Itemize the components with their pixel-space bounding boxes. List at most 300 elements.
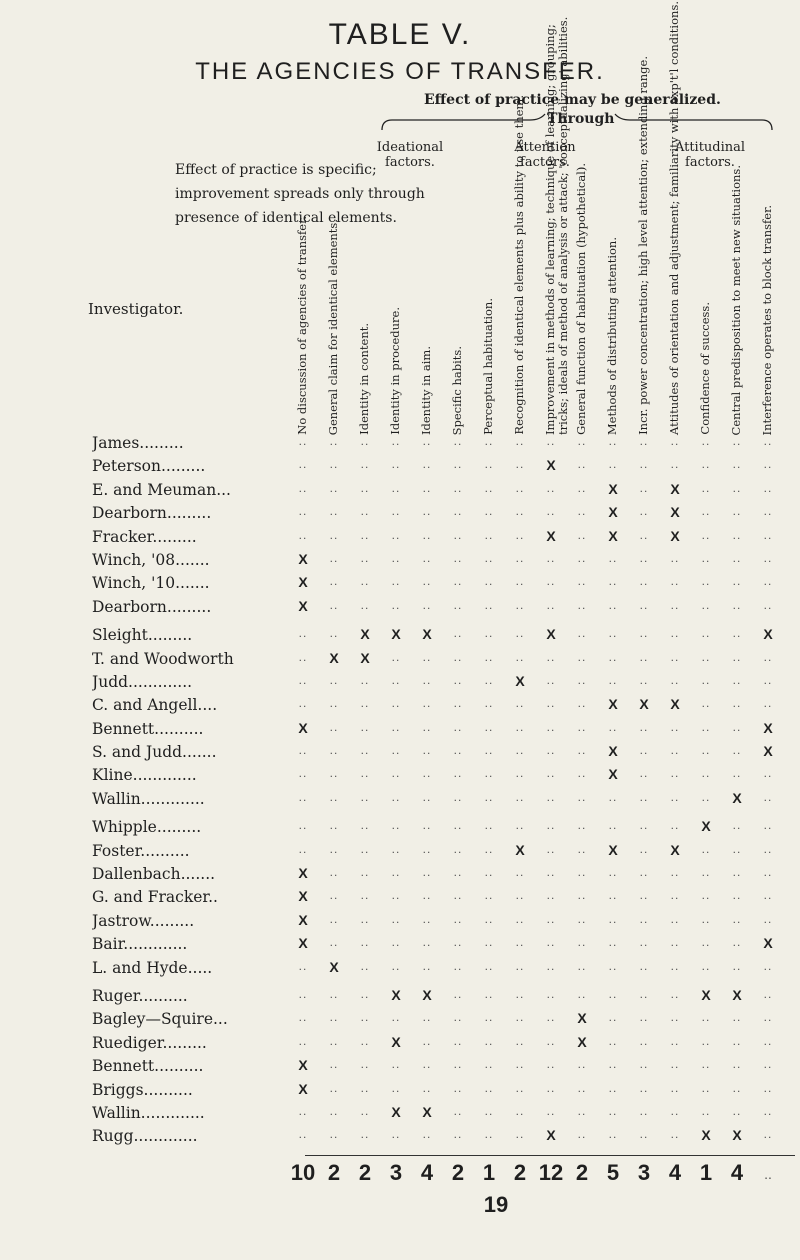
empty-cell: .. bbox=[453, 719, 463, 734]
empty-cell: .. bbox=[453, 1127, 463, 1142]
empty-cell: .. bbox=[608, 789, 618, 804]
table-row bbox=[0, 886, 800, 909]
mark-x: X bbox=[391, 986, 401, 1003]
empty-cell: .. bbox=[360, 841, 370, 856]
empty-cell: .. bbox=[515, 1057, 525, 1072]
table-row bbox=[0, 1125, 800, 1148]
empty-cell: .. bbox=[329, 865, 339, 880]
empty-cell: .. bbox=[453, 626, 463, 641]
investigator-name: Briggs.......... bbox=[92, 1080, 193, 1099]
table-row bbox=[0, 502, 800, 525]
empty-cell: .. bbox=[515, 935, 525, 950]
empty-cell: .. bbox=[546, 911, 556, 926]
empty-cell: .. bbox=[422, 958, 432, 973]
table-row bbox=[0, 933, 800, 956]
mark-x: X bbox=[577, 1033, 587, 1050]
empty-cell: .. bbox=[639, 935, 649, 950]
empty-cell: .. bbox=[608, 574, 618, 589]
empty-cell: .. bbox=[391, 1057, 401, 1072]
investigator-name: Bennett.......... bbox=[92, 719, 204, 738]
empty-cell: .. bbox=[484, 911, 494, 926]
mark-x: X bbox=[608, 480, 618, 497]
empty-cell: .. bbox=[360, 766, 370, 781]
empty-cell: .. bbox=[422, 841, 432, 856]
table-row bbox=[0, 910, 800, 933]
empty-cell: .. bbox=[732, 434, 742, 448]
empty-cell: .. bbox=[515, 1010, 525, 1025]
empty-cell: .. bbox=[732, 743, 742, 758]
investigator-name: Judd............. bbox=[92, 672, 193, 691]
empty-cell: .. bbox=[298, 841, 308, 856]
empty-cell: .. bbox=[763, 986, 773, 1001]
empty-cell: .. bbox=[515, 626, 525, 641]
column-total: 12 bbox=[538, 1160, 564, 1185]
investigator-name: Winch, '08....... bbox=[92, 550, 210, 569]
empty-cell: .. bbox=[639, 574, 649, 589]
investigator-name: E. and Meuman... bbox=[92, 480, 231, 499]
mark-x: X bbox=[608, 841, 618, 858]
empty-cell: .. bbox=[608, 649, 618, 664]
empty-cell: .. bbox=[391, 550, 401, 565]
mark-x: X bbox=[701, 986, 711, 1003]
empty-cell: .. bbox=[391, 841, 401, 856]
general-group-label: Effect of practice may be generalized. bbox=[424, 92, 721, 108]
empty-cell: .. bbox=[360, 865, 370, 880]
empty-cell: .. bbox=[577, 1127, 587, 1142]
mark-x: X bbox=[298, 1057, 308, 1074]
empty-cell: .. bbox=[515, 986, 525, 1001]
empty-cell: .. bbox=[422, 574, 432, 589]
empty-cell: .. bbox=[453, 550, 463, 565]
empty-cell: .. bbox=[701, 719, 711, 734]
table-row bbox=[0, 741, 800, 764]
investigator-name: Bagley—Squire... bbox=[92, 1010, 228, 1029]
empty-cell: .. bbox=[701, 1010, 711, 1025]
empty-cell: .. bbox=[329, 1103, 339, 1118]
empty-cell: .. bbox=[391, 1080, 401, 1095]
empty-cell: .. bbox=[639, 649, 649, 664]
empty-cell: .. bbox=[422, 935, 432, 950]
investigator-name: Dearborn......... bbox=[92, 504, 212, 523]
empty-cell: .. bbox=[453, 696, 463, 711]
empty-cell: .. bbox=[608, 1127, 618, 1142]
empty-cell: .. bbox=[763, 766, 773, 781]
empty-cell: .. bbox=[360, 888, 370, 903]
empty-cell: .. bbox=[670, 888, 680, 903]
empty-cell: .. bbox=[298, 434, 308, 448]
empty-cell: .. bbox=[360, 986, 370, 1001]
empty-cell: .. bbox=[701, 457, 711, 472]
table-row bbox=[0, 549, 800, 572]
empty-cell: .. bbox=[701, 865, 711, 880]
empty-cell: .. bbox=[608, 1033, 618, 1048]
empty-cell: .. bbox=[546, 1057, 556, 1072]
empty-cell: .. bbox=[453, 597, 463, 612]
empty-cell: .. bbox=[608, 719, 618, 734]
mark-x: X bbox=[670, 527, 680, 544]
empty-cell: .. bbox=[484, 958, 494, 973]
investigator-name: Wallin............. bbox=[92, 789, 205, 808]
investigator-name: Fracker......... bbox=[92, 527, 197, 546]
empty-cell: .. bbox=[763, 457, 773, 472]
table-row bbox=[0, 648, 800, 671]
mark-x: X bbox=[763, 719, 773, 736]
mark-x: X bbox=[701, 1127, 711, 1144]
empty-cell: .. bbox=[360, 480, 370, 495]
empty-cell: .. bbox=[670, 1057, 680, 1072]
empty-cell: .. bbox=[515, 597, 525, 612]
empty-cell: .. bbox=[639, 789, 649, 804]
empty-cell: .. bbox=[546, 818, 556, 833]
empty-cell: .. bbox=[422, 527, 432, 542]
empty-cell: .. bbox=[360, 743, 370, 758]
table-row bbox=[0, 718, 800, 741]
empty-cell: .. bbox=[298, 649, 308, 664]
empty-cell: .. bbox=[546, 1103, 556, 1118]
empty-cell: .. bbox=[329, 574, 339, 589]
factor-attention: Attention factors. bbox=[514, 140, 576, 170]
mark-x: X bbox=[298, 719, 308, 736]
empty-cell: .. bbox=[732, 457, 742, 472]
empty-cell: .. bbox=[515, 1127, 525, 1142]
empty-cell: .. bbox=[515, 480, 525, 495]
empty-cell: .. bbox=[608, 911, 618, 926]
empty-cell: .. bbox=[763, 1103, 773, 1118]
empty-cell: .. bbox=[298, 1033, 308, 1048]
empty-cell: .. bbox=[763, 574, 773, 589]
empty-cell: .. bbox=[515, 434, 525, 448]
empty-cell: .. bbox=[732, 550, 742, 565]
empty-cell: .. bbox=[484, 434, 494, 448]
empty-cell: .. bbox=[546, 865, 556, 880]
empty-cell: .. bbox=[577, 1103, 587, 1118]
empty-cell: .. bbox=[701, 504, 711, 519]
empty-cell: .. bbox=[701, 1080, 711, 1095]
empty-cell: .. bbox=[360, 1033, 370, 1048]
empty-cell: .. bbox=[763, 888, 773, 903]
empty-cell: .. bbox=[298, 1103, 308, 1118]
empty-cell: .. bbox=[391, 649, 401, 664]
empty-cell: .. bbox=[763, 504, 773, 519]
empty-cell: .. bbox=[329, 504, 339, 519]
empty-cell: .. bbox=[732, 1010, 742, 1025]
empty-cell: .. bbox=[732, 719, 742, 734]
empty-cell: .. bbox=[732, 911, 742, 926]
empty-cell: .. bbox=[670, 743, 680, 758]
empty-cell: .. bbox=[763, 597, 773, 612]
empty-cell: .. bbox=[670, 672, 680, 687]
table-row bbox=[0, 1055, 800, 1078]
empty-cell: .. bbox=[515, 865, 525, 880]
empty-cell: .. bbox=[515, 719, 525, 734]
empty-cell: .. bbox=[453, 527, 463, 542]
column-header: Incr. power concentration; high level attention; extending range. bbox=[636, 56, 650, 435]
empty-cell: .. bbox=[639, 958, 649, 973]
column-header: Improvement in methods of learning; technique of learning; grouping; tricks; ideals of method of analysis or attack; 'conceptualizing' abilities. bbox=[543, 16, 570, 435]
empty-cell: .. bbox=[515, 550, 525, 565]
mark-x: X bbox=[422, 986, 432, 1003]
empty-cell: .. bbox=[453, 743, 463, 758]
mark-x: X bbox=[670, 504, 680, 521]
empty-cell: .. bbox=[298, 986, 308, 1001]
empty-cell: .. bbox=[670, 550, 680, 565]
empty-cell: .. bbox=[360, 958, 370, 973]
investigator-name: Wallin............. bbox=[92, 1103, 205, 1122]
empty-cell: .. bbox=[701, 1057, 711, 1072]
empty-cell: .. bbox=[360, 719, 370, 734]
empty-cell: .. bbox=[453, 986, 463, 1001]
mark-x: X bbox=[701, 818, 711, 835]
investigator-name: L. and Hyde..... bbox=[92, 958, 213, 977]
empty-cell: .. bbox=[360, 1010, 370, 1025]
empty-cell: .. bbox=[453, 504, 463, 519]
empty-cell: .. bbox=[732, 958, 742, 973]
mark-x: X bbox=[732, 986, 742, 1003]
investigator-name: Dallenbach....... bbox=[92, 865, 216, 884]
table-row bbox=[0, 596, 800, 619]
empty-cell: .. bbox=[298, 743, 308, 758]
empty-cell: .. bbox=[639, 550, 649, 565]
empty-cell: .. bbox=[670, 958, 680, 973]
empty-cell: .. bbox=[391, 911, 401, 926]
empty-cell: .. bbox=[329, 1033, 339, 1048]
empty-cell: .. bbox=[298, 457, 308, 472]
empty-cell: .. bbox=[360, 935, 370, 950]
mark-x: X bbox=[763, 935, 773, 952]
empty-cell: .. bbox=[577, 935, 587, 950]
empty-cell: .. bbox=[732, 818, 742, 833]
empty-cell: .. bbox=[763, 911, 773, 926]
empty-cell: .. bbox=[360, 818, 370, 833]
empty-cell: .. bbox=[670, 719, 680, 734]
mark-x: X bbox=[298, 574, 308, 591]
empty-cell: .. bbox=[298, 527, 308, 542]
empty-cell: .. bbox=[763, 789, 773, 804]
empty-cell: .. bbox=[639, 841, 649, 856]
empty-cell: .. bbox=[608, 626, 618, 641]
empty-cell: .. bbox=[670, 789, 680, 804]
empty-cell: .. bbox=[763, 550, 773, 565]
empty-cell: .. bbox=[329, 818, 339, 833]
empty-cell: .. bbox=[515, 574, 525, 589]
empty-cell: .. bbox=[577, 457, 587, 472]
mark-x: X bbox=[608, 696, 618, 713]
empty-cell: .. bbox=[639, 457, 649, 472]
empty-cell: .. bbox=[546, 1080, 556, 1095]
empty-cell: .. bbox=[298, 958, 308, 973]
empty-cell: .. bbox=[577, 672, 587, 687]
empty-cell: .. bbox=[453, 841, 463, 856]
table-row bbox=[0, 1032, 800, 1055]
empty-cell: .. bbox=[453, 649, 463, 664]
empty-cell: .. bbox=[484, 696, 494, 711]
empty-cell: .. bbox=[577, 626, 587, 641]
empty-cell: .. bbox=[577, 865, 587, 880]
mark-x: X bbox=[608, 766, 618, 783]
empty-cell: .. bbox=[453, 865, 463, 880]
empty-cell: .. bbox=[701, 626, 711, 641]
empty-cell: .. bbox=[546, 719, 556, 734]
empty-cell: .. bbox=[639, 719, 649, 734]
empty-cell: .. bbox=[639, 597, 649, 612]
empty-cell: .. bbox=[639, 1033, 649, 1048]
empty-cell: .. bbox=[391, 527, 401, 542]
empty-cell: .. bbox=[732, 597, 742, 612]
column-header: General function of habituation (hypothetical). bbox=[574, 163, 588, 435]
empty-cell: .. bbox=[360, 911, 370, 926]
empty-cell: .. bbox=[577, 480, 587, 495]
empty-cell: .. bbox=[453, 457, 463, 472]
empty-cell: .. bbox=[577, 504, 587, 519]
column-total: 3 bbox=[637, 1160, 651, 1185]
empty-cell: .. bbox=[453, 1057, 463, 1072]
empty-cell: .. bbox=[484, 719, 494, 734]
investigator-name: James......... bbox=[92, 434, 184, 452]
empty-cell: .. bbox=[577, 649, 587, 664]
empty-cell: .. bbox=[422, 818, 432, 833]
empty-cell: .. bbox=[763, 480, 773, 495]
empty-cell: .. bbox=[546, 1010, 556, 1025]
mark-x: X bbox=[608, 743, 618, 760]
empty-cell: .. bbox=[763, 672, 773, 687]
empty-cell: .. bbox=[732, 865, 742, 880]
mark-x: X bbox=[329, 649, 339, 666]
empty-cell: .. bbox=[546, 766, 556, 781]
empty-cell: .. bbox=[391, 1010, 401, 1025]
mark-x: X bbox=[298, 550, 308, 567]
mark-x: X bbox=[515, 841, 525, 858]
empty-cell: .. bbox=[422, 865, 432, 880]
empty-cell: .. bbox=[577, 696, 587, 711]
empty-cell: .. bbox=[360, 672, 370, 687]
empty-cell: .. bbox=[608, 457, 618, 472]
empty-cell: .. bbox=[670, 597, 680, 612]
empty-cell: .. bbox=[329, 696, 339, 711]
column-header: Confidence of success. bbox=[698, 302, 712, 435]
column-total: 4 bbox=[668, 1160, 682, 1185]
empty-cell: .. bbox=[701, 958, 711, 973]
investigator-name: Rugg............. bbox=[92, 1127, 198, 1146]
empty-cell: .. bbox=[391, 888, 401, 903]
mark-x: X bbox=[360, 649, 370, 666]
empty-cell: .. bbox=[329, 743, 339, 758]
empty-cell: .. bbox=[422, 1033, 432, 1048]
empty-cell: .. bbox=[298, 818, 308, 833]
investigator-name: S. and Judd....... bbox=[92, 743, 217, 762]
empty-cell: .. bbox=[422, 480, 432, 495]
empty-cell: .. bbox=[639, 1080, 649, 1095]
empty-cell: .. bbox=[360, 1057, 370, 1072]
column-header: Perceptual habituation. bbox=[481, 298, 495, 435]
empty-cell: .. bbox=[453, 888, 463, 903]
mark-x: X bbox=[546, 457, 556, 474]
empty-cell: .. bbox=[360, 457, 370, 472]
empty-cell: .. bbox=[298, 696, 308, 711]
empty-cell: .. bbox=[732, 1033, 742, 1048]
investigator-name: Winch, '10....... bbox=[92, 574, 210, 593]
empty-cell: .. bbox=[453, 1010, 463, 1025]
empty-cell: .. bbox=[391, 480, 401, 495]
empty-cell: .. bbox=[329, 789, 339, 804]
table-row bbox=[0, 624, 800, 647]
empty-cell: .. bbox=[546, 888, 556, 903]
empty-cell: .. bbox=[515, 504, 525, 519]
empty-cell: .. bbox=[329, 841, 339, 856]
empty-cell: .. bbox=[515, 1080, 525, 1095]
empty-cell: .. bbox=[608, 550, 618, 565]
empty-cell: .. bbox=[763, 696, 773, 711]
investigator-name: Ruediger......... bbox=[92, 1033, 207, 1052]
empty-cell: .. bbox=[577, 743, 587, 758]
investigator-name: Kline............. bbox=[92, 766, 197, 785]
empty-cell: .. bbox=[298, 672, 308, 687]
empty-cell: .. bbox=[329, 719, 339, 734]
column-header: Attitudes of orientation and adjustment; familiarity with exp't'l conditions. bbox=[667, 1, 681, 435]
empty-cell: .. bbox=[422, 719, 432, 734]
empty-cell: .. bbox=[453, 766, 463, 781]
mark-x: X bbox=[391, 626, 401, 643]
investigator-name: G. and Fracker.. bbox=[92, 888, 218, 907]
empty-cell: .. bbox=[639, 766, 649, 781]
empty-cell: .. bbox=[329, 434, 339, 448]
empty-cell: .. bbox=[763, 1010, 773, 1025]
mark-x: X bbox=[608, 527, 618, 544]
empty-cell: .. bbox=[329, 527, 339, 542]
mark-x: X bbox=[670, 696, 680, 713]
empty-cell: .. bbox=[484, 986, 494, 1001]
empty-cell: .. bbox=[546, 986, 556, 1001]
empty-cell: .. bbox=[391, 719, 401, 734]
empty-cell: .. bbox=[391, 597, 401, 612]
empty-cell: .. bbox=[453, 935, 463, 950]
empty-cell: .. bbox=[484, 935, 494, 950]
empty-cell: .. bbox=[732, 696, 742, 711]
column-total: 2 bbox=[327, 1160, 341, 1185]
empty-cell: .. bbox=[484, 1057, 494, 1072]
empty-cell: .. bbox=[422, 504, 432, 519]
empty-cell: .. bbox=[515, 1033, 525, 1048]
empty-cell: .. bbox=[329, 1127, 339, 1142]
investigator-heading: Investigator. bbox=[88, 300, 184, 318]
empty-cell: .. bbox=[484, 1127, 494, 1142]
empty-cell: .. bbox=[391, 818, 401, 833]
table-row bbox=[0, 1079, 800, 1102]
empty-cell: .. bbox=[763, 434, 773, 448]
empty-cell: .. bbox=[701, 434, 711, 448]
empty-cell: .. bbox=[329, 1080, 339, 1095]
empty-cell: .. bbox=[732, 527, 742, 542]
column-header: Interference operates to block transfer. bbox=[760, 204, 774, 435]
empty-cell: .. bbox=[484, 789, 494, 804]
column-total: 10 bbox=[290, 1160, 316, 1185]
empty-cell: .. bbox=[515, 1103, 525, 1118]
empty-cell: .. bbox=[298, 1010, 308, 1025]
empty-cell: .. bbox=[298, 766, 308, 781]
table-row bbox=[0, 1102, 800, 1125]
empty-cell: .. bbox=[515, 457, 525, 472]
empty-cell: .. bbox=[329, 1010, 339, 1025]
empty-cell: .. bbox=[701, 888, 711, 903]
table-row bbox=[0, 694, 800, 717]
empty-cell: .. bbox=[670, 986, 680, 1001]
empty-cell: .. bbox=[639, 434, 649, 448]
empty-cell: .. bbox=[732, 1057, 742, 1072]
empty-cell: .. bbox=[701, 597, 711, 612]
table-row bbox=[0, 1008, 800, 1031]
empty-cell: .. bbox=[701, 527, 711, 542]
table-row bbox=[0, 863, 800, 886]
empty-cell: .. bbox=[453, 1103, 463, 1118]
